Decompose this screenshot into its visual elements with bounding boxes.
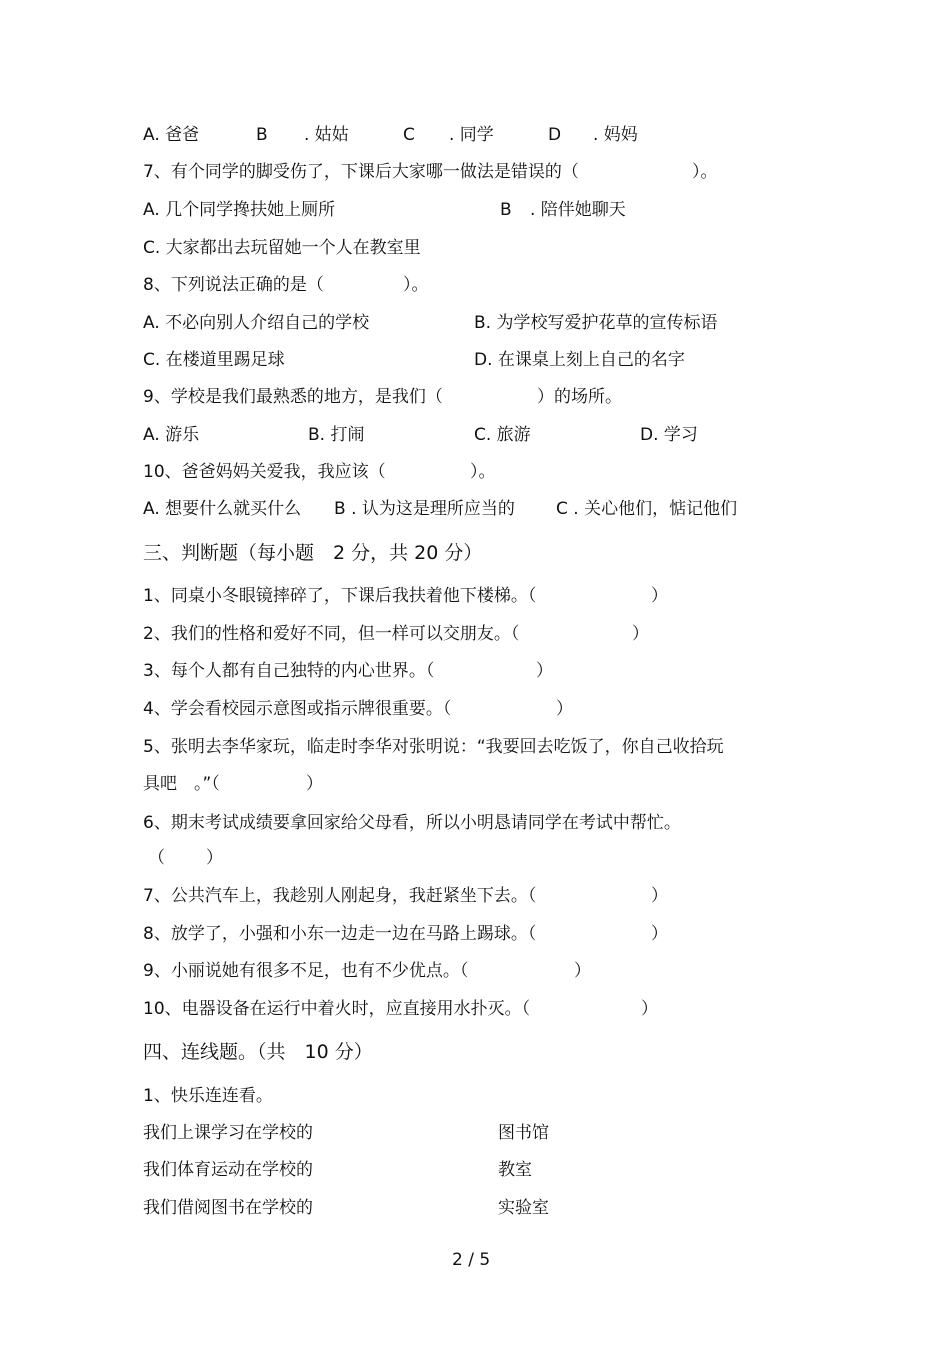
judge-9: 9、小丽说她有很多不足，也有不少优点。（ bbox=[143, 961, 469, 981]
q10-option-c: C . 关心他们，惦记他们 bbox=[556, 499, 738, 519]
q10-option-b: B . 认为这是理所应当的 bbox=[334, 499, 515, 519]
q7-close: ）。 bbox=[692, 162, 718, 182]
q6-option-b-letter: B bbox=[256, 125, 268, 145]
q9-option-d: D. 学习 bbox=[640, 425, 698, 445]
judge-2: 2、我们的性格和爱好不同，但一样可以交朋友。（ bbox=[143, 624, 520, 644]
judge-3: 3、每个人都有自己独特的内心世界。（ bbox=[143, 661, 435, 681]
match-right-1: 图书馆 bbox=[498, 1123, 549, 1143]
match-left-2: 我们体育运动在学校的 bbox=[143, 1160, 313, 1180]
q9-close: ）的场所。 bbox=[537, 387, 622, 407]
q6-option-d-letter: D bbox=[548, 125, 562, 145]
judge-1-close: ） bbox=[651, 586, 668, 606]
judge-4: 4、学会看校园示意图或指示牌很重要。（ bbox=[143, 699, 452, 719]
q9-option-c: C. 旅游 bbox=[474, 425, 531, 445]
match-left-3: 我们借阅图书在学校的 bbox=[143, 1198, 313, 1218]
match-title: 1、快乐连连看。 bbox=[143, 1086, 273, 1106]
q10-question: 10、爸爸妈妈关爱我，我应该（ bbox=[143, 462, 386, 482]
judge-9-close: ） bbox=[574, 961, 591, 981]
q9-question: 9、学校是我们最熟悉的地方，是我们（ bbox=[143, 387, 443, 407]
judge-5-close: ） bbox=[306, 774, 323, 794]
q6-option-a: A. 爸爸 bbox=[143, 125, 200, 145]
section4-title: 四、连线题。（共 10 分） bbox=[143, 1041, 373, 1063]
q6-option-c-text: . 同学 bbox=[449, 125, 494, 145]
q8-option-a: A. 不必向别人介绍自己的学校 bbox=[143, 313, 370, 333]
judge-4-close: ） bbox=[556, 699, 573, 719]
judge-6-line2: （ bbox=[148, 848, 165, 868]
section3-title: 三、判断题（每小题 2 分，共 20 分） bbox=[143, 542, 483, 564]
match-right-3: 实验室 bbox=[498, 1198, 549, 1218]
q7-option-b-letter: B bbox=[500, 200, 512, 220]
judge-6: 6、期末考试成绩要拿回家给父母看，所以小明恳请同学在考试中帮忙。 bbox=[143, 813, 681, 833]
judge-7: 7、公共汽车上，我趁别人刚起身，我赶紧坐下去。（ bbox=[143, 886, 537, 906]
judge-8: 8、放学了，小强和小东一边走一边在马路上踢球。（ bbox=[143, 924, 537, 944]
judge-7-close: ） bbox=[651, 886, 668, 906]
q8-close: ）。 bbox=[403, 275, 429, 295]
judge-10-close: ） bbox=[641, 999, 658, 1019]
q7-question: 7、有个同学的脚受伤了，下课后大家哪一做法是错误的（ bbox=[143, 162, 579, 182]
judge-2-close: ） bbox=[632, 624, 649, 644]
q9-option-a: A. 游乐 bbox=[143, 425, 200, 445]
judge-6-close: ） bbox=[206, 848, 223, 868]
judge-8-close: ） bbox=[651, 924, 668, 944]
q8-option-b: B. 为学校写爱护花草的宣传标语 bbox=[474, 313, 718, 333]
q8-option-d: D. 在课桌上刻上自己的名字 bbox=[474, 350, 685, 370]
q8-option-c: C. 在楼道里踢足球 bbox=[143, 350, 285, 370]
judge-5: 5、张明去李华家玩，临走时李华对张明说：“我要回去吃饭了，你自己收拾玩 bbox=[143, 737, 724, 757]
judge-10: 10、电器设备在运行中着火时，应直接用水扑灭。（ bbox=[143, 999, 531, 1019]
judge-3-close: ） bbox=[536, 661, 553, 681]
q10-close: ）。 bbox=[470, 462, 496, 482]
q7-option-c: C. 大家都出去玩留她一个人在教室里 bbox=[143, 238, 421, 258]
q7-option-a: A. 几个同学搀扶她上厕所 bbox=[143, 200, 336, 220]
match-right-2: 教室 bbox=[498, 1160, 532, 1180]
judge-5-line2: 具吧 。”（ bbox=[143, 774, 220, 794]
match-left-1: 我们上课学习在学校的 bbox=[143, 1123, 313, 1143]
q8-question: 8、下列说法正确的是（ bbox=[143, 275, 324, 295]
page-number: 2 / 5 bbox=[452, 1250, 491, 1270]
q6-option-b-text: . 姑姑 bbox=[304, 125, 349, 145]
q6-option-c-letter: C bbox=[403, 125, 415, 145]
q7-option-b-text: . 陪伴她聊天 bbox=[530, 200, 626, 220]
judge-1: 1、同桌小冬眼镜摔碎了，下课后我扶着他下楼梯。（ bbox=[143, 586, 537, 606]
q9-option-b: B. 打闹 bbox=[308, 425, 365, 445]
q6-option-d-text: . 妈妈 bbox=[593, 125, 638, 145]
q10-option-a: A. 想要什么就买什么 bbox=[143, 499, 302, 519]
